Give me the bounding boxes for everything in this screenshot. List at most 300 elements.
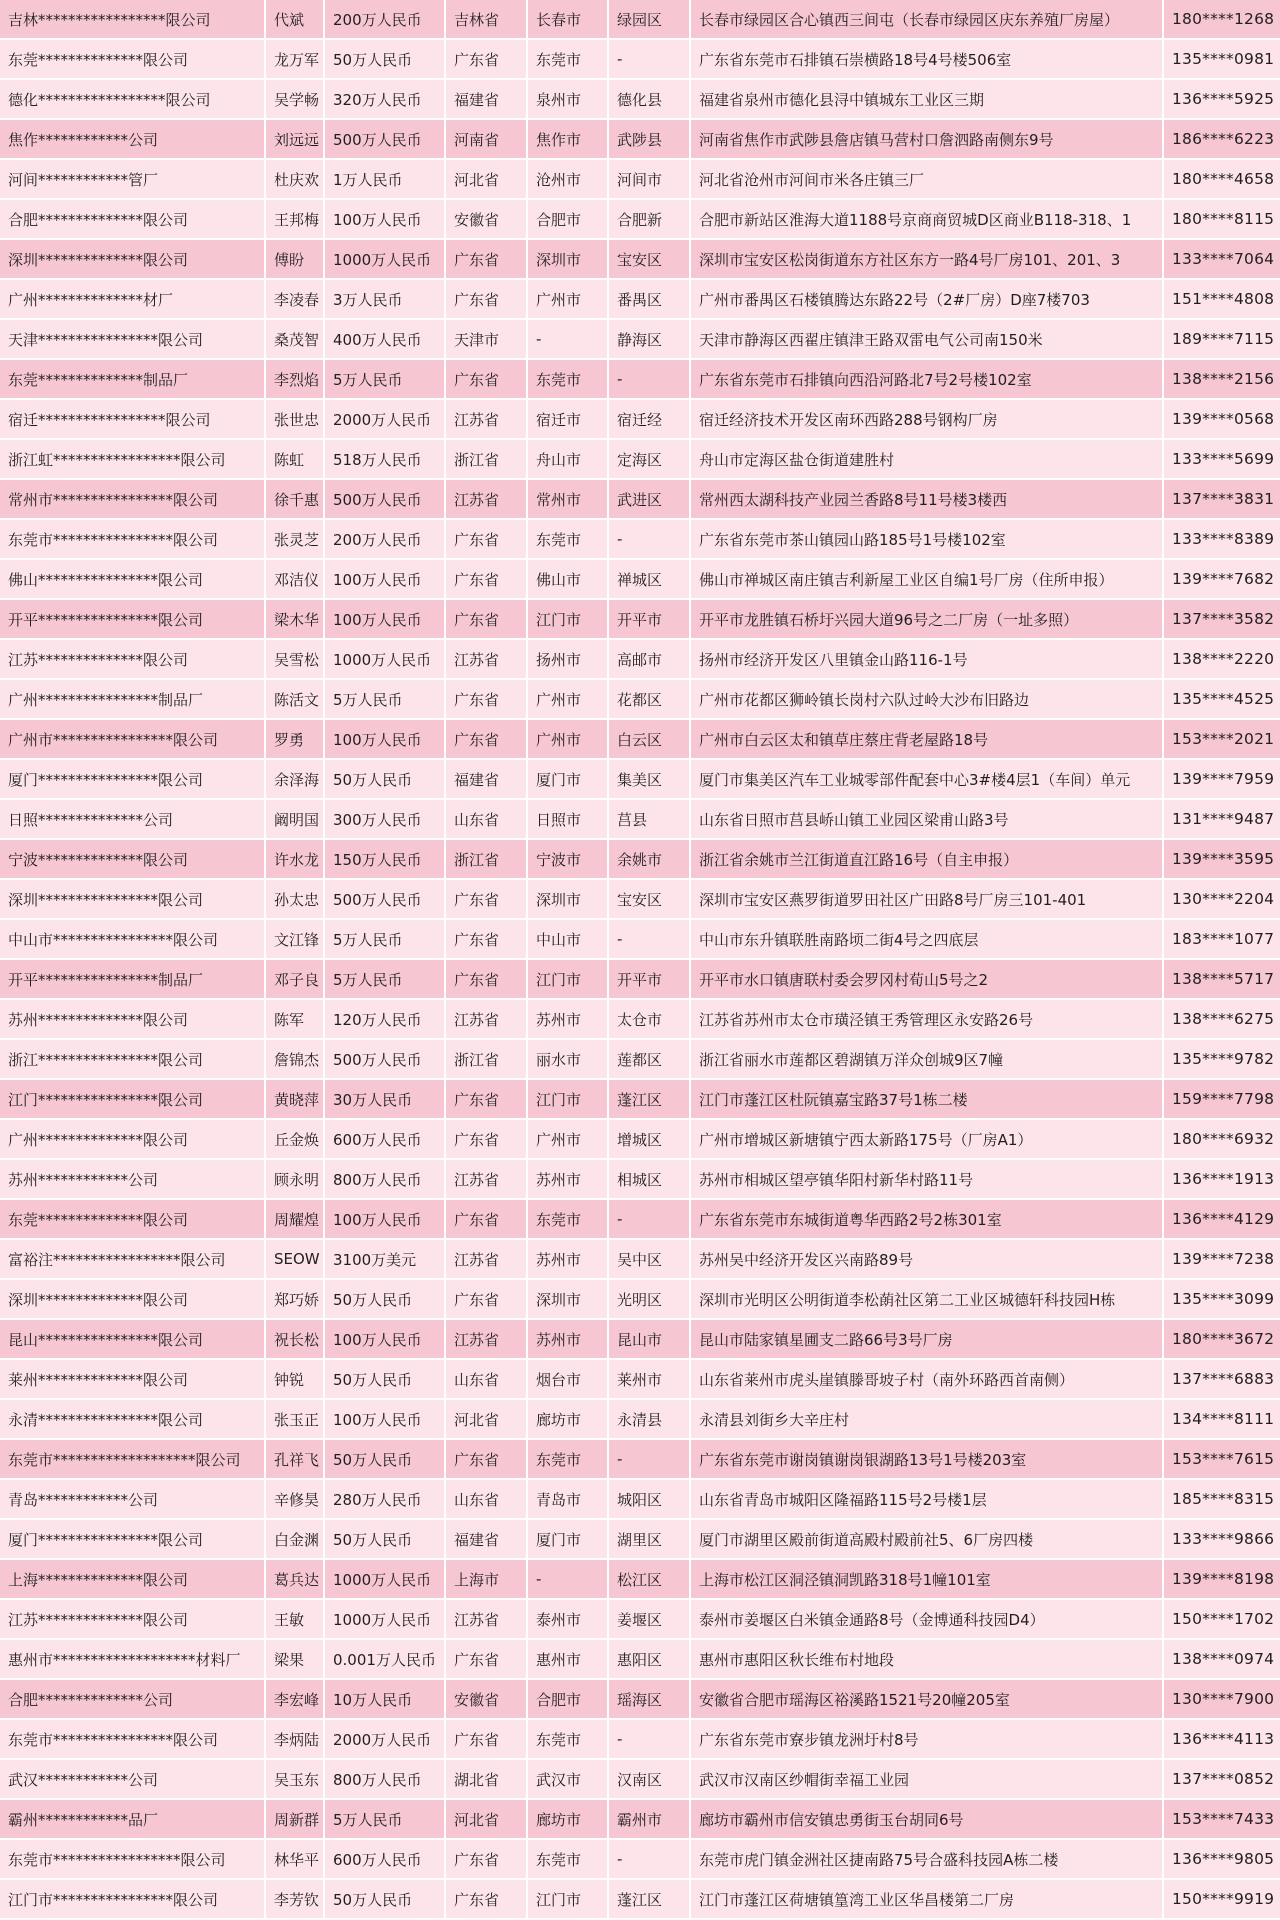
address-cell: 武汉市汉南区纱帽街幸福工业园 — [691, 1760, 1162, 1800]
city-cell: 江门市 — [528, 1880, 607, 1920]
contact-name-cell: 张世忠 — [266, 400, 323, 440]
address-cell: 厦门市湖里区殿前街道高殿村殿前社5、6厂房四楼 — [691, 1520, 1162, 1560]
company-name-cell: 厦门****************限公司 — [0, 1520, 264, 1560]
city-cell: - — [528, 1560, 607, 1600]
registered-capital-cell: 100万人民币 — [325, 1200, 444, 1240]
province-cell: 广东省 — [446, 280, 526, 320]
city-cell: 广州市 — [528, 680, 607, 720]
table-row — [0, 1760, 1280, 1800]
table-row — [0, 880, 1280, 920]
contact-name-cell: 吴玉东 — [266, 1760, 323, 1800]
phone-cell: 137****6883 — [1164, 1360, 1280, 1400]
city-cell: 深圳市 — [528, 240, 607, 280]
table-row — [0, 1800, 1280, 1840]
address-cell: 合肥市新站区淮海大道1188号京商商贸城D区商业B118-318、1 — [691, 200, 1162, 240]
registered-capital-cell: 100万人民币 — [325, 200, 444, 240]
table-row — [0, 1080, 1280, 1120]
phone-cell: 189****7115 — [1164, 320, 1280, 360]
contact-name-cell: 李凌春 — [266, 280, 323, 320]
district-cell: 宿迁经 — [609, 400, 689, 440]
table-row — [0, 840, 1280, 880]
district-cell: 番禺区 — [609, 280, 689, 320]
registered-capital-cell: 50万人民币 — [325, 1440, 444, 1480]
city-cell: 东莞市 — [528, 40, 607, 80]
phone-cell: 151****4808 — [1164, 280, 1280, 320]
phone-cell: 134****8111 — [1164, 1400, 1280, 1440]
table-row — [0, 200, 1280, 240]
district-cell: 莱州市 — [609, 1360, 689, 1400]
province-cell: 广东省 — [446, 240, 526, 280]
phone-cell: 185****8315 — [1164, 1480, 1280, 1520]
phone-cell: 136****5925 — [1164, 80, 1280, 120]
district-cell: 集美区 — [609, 760, 689, 800]
contact-name-cell: 周新群 — [266, 1800, 323, 1840]
phone-cell: 150****9919 — [1164, 1880, 1280, 1920]
contact-name-cell: 黄晓萍 — [266, 1080, 323, 1120]
company-name-cell: 东莞**************限公司 — [0, 1200, 264, 1240]
registered-capital-cell: 200万人民币 — [325, 0, 444, 40]
province-cell: 河北省 — [446, 1800, 526, 1840]
phone-cell: 159****7798 — [1164, 1080, 1280, 1120]
company-name-cell: 惠州市*******************材料厂 — [0, 1640, 264, 1680]
company-name-cell: 苏州**************限公司 — [0, 1000, 264, 1040]
contact-name-cell: 桑茂智 — [266, 320, 323, 360]
phone-cell: 180****8115 — [1164, 200, 1280, 240]
phone-cell: 136****4129 — [1164, 1200, 1280, 1240]
province-cell: 河北省 — [446, 1400, 526, 1440]
address-cell: 福建省泉州市德化县浔中镇城东工业区三期 — [691, 80, 1162, 120]
province-cell: 安徽省 — [446, 200, 526, 240]
address-cell: 开平市水口镇唐联村委会罗冈村荀山5号之2 — [691, 960, 1162, 1000]
contact-name-cell: 辛修昊 — [266, 1480, 323, 1520]
contact-name-cell: 邓洁仪 — [266, 560, 323, 600]
table-row — [0, 120, 1280, 160]
address-cell: 安徽省合肥市瑶海区裕溪路1521号20幢205室 — [691, 1680, 1162, 1720]
address-cell: 宿迁经济技术开发区南环西路288号钢构厂房 — [691, 400, 1162, 440]
registered-capital-cell: 50万人民币 — [325, 1880, 444, 1920]
contact-name-cell: 罗勇 — [266, 720, 323, 760]
province-cell: 广东省 — [446, 1720, 526, 1760]
city-cell: 广州市 — [528, 720, 607, 760]
registered-capital-cell: 120万人民币 — [325, 1000, 444, 1040]
contact-name-cell: 梁果 — [266, 1640, 323, 1680]
province-cell: 湖北省 — [446, 1760, 526, 1800]
registered-capital-cell: 1000万人民币 — [325, 640, 444, 680]
phone-cell: 180****4658 — [1164, 160, 1280, 200]
company-name-cell: 合肥**************限公司 — [0, 200, 264, 240]
district-cell: 禅城区 — [609, 560, 689, 600]
registered-capital-cell: 150万人民币 — [325, 840, 444, 880]
table-row — [0, 240, 1280, 280]
district-cell: 静海区 — [609, 320, 689, 360]
phone-cell: 137****3582 — [1164, 600, 1280, 640]
district-cell: - — [609, 1440, 689, 1480]
city-cell: 东莞市 — [528, 1720, 607, 1760]
company-name-cell: 开平****************限公司 — [0, 600, 264, 640]
company-name-cell: 河间************管厂 — [0, 160, 264, 200]
district-cell: 城阳区 — [609, 1480, 689, 1520]
city-cell: 沧州市 — [528, 160, 607, 200]
province-cell: 广东省 — [446, 600, 526, 640]
district-cell: 德化县 — [609, 80, 689, 120]
district-cell: 宝安区 — [609, 880, 689, 920]
phone-cell: 153****2021 — [1164, 720, 1280, 760]
table-row — [0, 1680, 1280, 1720]
phone-cell: 137****3831 — [1164, 480, 1280, 520]
table-row — [0, 440, 1280, 480]
registered-capital-cell: 500万人民币 — [325, 120, 444, 160]
contact-name-cell: 陈虹 — [266, 440, 323, 480]
registered-capital-cell: 500万人民币 — [325, 880, 444, 920]
province-cell: 广东省 — [446, 920, 526, 960]
registered-capital-cell: 280万人民币 — [325, 1480, 444, 1520]
registered-capital-cell: 5万人民币 — [325, 920, 444, 960]
district-cell: - — [609, 1840, 689, 1880]
district-cell: 昆山市 — [609, 1320, 689, 1360]
province-cell: 浙江省 — [446, 840, 526, 880]
address-cell: 昆山市陆家镇星圃支二路66号3号厂房 — [691, 1320, 1162, 1360]
address-cell: 广州市增城区新塘镇宁西太新路175号（厂房A1） — [691, 1120, 1162, 1160]
contact-name-cell: 文江锋 — [266, 920, 323, 960]
table-row — [0, 1200, 1280, 1240]
province-cell: 江苏省 — [446, 400, 526, 440]
company-name-cell: 富裕注*****************限公司 — [0, 1240, 264, 1280]
contact-name-cell: 詹锦杰 — [266, 1040, 323, 1080]
city-cell: 焦作市 — [528, 120, 607, 160]
phone-cell: 135****4525 — [1164, 680, 1280, 720]
city-cell: 东莞市 — [528, 1840, 607, 1880]
registered-capital-cell: 1000万人民币 — [325, 1560, 444, 1600]
table-row — [0, 360, 1280, 400]
phone-cell: 139****8198 — [1164, 1560, 1280, 1600]
province-cell: 广东省 — [446, 360, 526, 400]
city-cell: 江门市 — [528, 960, 607, 1000]
phone-cell: 153****7615 — [1164, 1440, 1280, 1480]
phone-cell: 133****7064 — [1164, 240, 1280, 280]
province-cell: 江苏省 — [446, 1000, 526, 1040]
company-name-cell: 东莞市****************限公司 — [0, 520, 264, 560]
phone-cell: 135****9782 — [1164, 1040, 1280, 1080]
contact-name-cell: 顾永明 — [266, 1160, 323, 1200]
address-cell: 江苏省苏州市太仓市璜泾镇王秀管理区永安路26号 — [691, 1000, 1162, 1040]
province-cell: 河北省 — [446, 160, 526, 200]
company-name-cell: 合肥**************公司 — [0, 1680, 264, 1720]
district-cell: 宝安区 — [609, 240, 689, 280]
province-cell: 广东省 — [446, 1440, 526, 1480]
district-cell: - — [609, 520, 689, 560]
company-name-cell: 东莞市*****************限公司 — [0, 1840, 264, 1880]
registered-capital-cell: 300万人民币 — [325, 800, 444, 840]
city-cell: 廊坊市 — [528, 1400, 607, 1440]
registered-capital-cell: 600万人民币 — [325, 1840, 444, 1880]
contact-name-cell: 白金渊 — [266, 1520, 323, 1560]
table-row — [0, 1040, 1280, 1080]
district-cell: 莲都区 — [609, 1040, 689, 1080]
address-cell: 深圳市宝安区松岗街道东方社区东方一路4号厂房101、201、3 — [691, 240, 1162, 280]
phone-cell: 135****0981 — [1164, 40, 1280, 80]
table-row — [0, 960, 1280, 1000]
table-row — [0, 800, 1280, 840]
registered-capital-cell: 5万人民币 — [325, 1800, 444, 1840]
province-cell: 广东省 — [446, 1080, 526, 1120]
province-cell: 江苏省 — [446, 640, 526, 680]
table-row — [0, 1880, 1280, 1920]
address-cell: 苏州市相城区望亭镇华阳村新华村路11号 — [691, 1160, 1162, 1200]
contact-name-cell: 祝长松 — [266, 1320, 323, 1360]
company-name-cell: 莱州**************限公司 — [0, 1360, 264, 1400]
table-row — [0, 680, 1280, 720]
registered-capital-cell: 5万人民币 — [325, 680, 444, 720]
registered-capital-cell: 500万人民币 — [325, 1040, 444, 1080]
address-cell: 永清县刘街乡大辛庄村 — [691, 1400, 1162, 1440]
phone-cell: 138****5717 — [1164, 960, 1280, 1000]
table-row — [0, 480, 1280, 520]
phone-cell: 136****4113 — [1164, 1720, 1280, 1760]
address-cell: 廊坊市霸州市信安镇忠勇街玉台胡同6号 — [691, 1800, 1162, 1840]
company-name-cell: 吉林*****************限公司 — [0, 0, 264, 40]
contact-name-cell: 李烈焰 — [266, 360, 323, 400]
contact-name-cell: 刘远远 — [266, 120, 323, 160]
company-name-cell: 东莞**************限公司 — [0, 40, 264, 80]
registered-capital-cell: 100万人民币 — [325, 1320, 444, 1360]
company-name-cell: 深圳****************限公司 — [0, 880, 264, 920]
address-cell: 山东省日照市莒县峤山镇工业园区梁甫山路3号 — [691, 800, 1162, 840]
address-cell: 舟山市定海区盐仓街道建胜村 — [691, 440, 1162, 480]
registered-capital-cell: 3万人民币 — [325, 280, 444, 320]
district-cell: 开平市 — [609, 600, 689, 640]
phone-cell: 130****7900 — [1164, 1680, 1280, 1720]
company-name-cell: 浙江虹*****************限公司 — [0, 440, 264, 480]
phone-cell: 139****0568 — [1164, 400, 1280, 440]
city-cell: 宁波市 — [528, 840, 607, 880]
table-row — [0, 1720, 1280, 1760]
phone-cell: 139****7959 — [1164, 760, 1280, 800]
address-cell: 广东省东莞市寮步镇龙洲圩村8号 — [691, 1720, 1162, 1760]
district-cell: - — [609, 40, 689, 80]
province-cell: 河南省 — [446, 120, 526, 160]
district-cell: 光明区 — [609, 1280, 689, 1320]
district-cell: 姜堰区 — [609, 1600, 689, 1640]
registered-capital-cell: 400万人民币 — [325, 320, 444, 360]
registered-capital-cell: 500万人民币 — [325, 480, 444, 520]
city-cell: 丽水市 — [528, 1040, 607, 1080]
district-cell: - — [609, 360, 689, 400]
registered-capital-cell: 3100万美元 — [325, 1240, 444, 1280]
company-name-cell: 青岛************公司 — [0, 1480, 264, 1520]
contact-name-cell: 余泽海 — [266, 760, 323, 800]
phone-cell: 183****1077 — [1164, 920, 1280, 960]
city-cell: 长春市 — [528, 0, 607, 40]
phone-cell: 133****5699 — [1164, 440, 1280, 480]
phone-cell: 133****9866 — [1164, 1520, 1280, 1560]
province-cell: 广东省 — [446, 1640, 526, 1680]
province-cell: 山东省 — [446, 1480, 526, 1520]
district-cell: 开平市 — [609, 960, 689, 1000]
phone-cell: 136****9805 — [1164, 1840, 1280, 1880]
province-cell: 江苏省 — [446, 480, 526, 520]
address-cell: 浙江省余姚市兰江街道直江路16号（自主申报） — [691, 840, 1162, 880]
phone-cell: 137****0852 — [1164, 1760, 1280, 1800]
city-cell: 厦门市 — [528, 1520, 607, 1560]
province-cell: 上海市 — [446, 1560, 526, 1600]
province-cell: 江苏省 — [446, 1160, 526, 1200]
table-row — [0, 1160, 1280, 1200]
province-cell: 江苏省 — [446, 1600, 526, 1640]
company-name-cell: 广州**************材厂 — [0, 280, 264, 320]
city-cell: 深圳市 — [528, 880, 607, 920]
registered-capital-cell: 100万人民币 — [325, 720, 444, 760]
company-name-cell: 东莞市****************限公司 — [0, 1720, 264, 1760]
company-name-cell: 深圳**************限公司 — [0, 240, 264, 280]
contact-name-cell: 阚明国 — [266, 800, 323, 840]
registered-capital-cell: 1000万人民币 — [325, 240, 444, 280]
company-name-cell: 广州****************制品厂 — [0, 680, 264, 720]
table-row — [0, 920, 1280, 960]
address-cell: 泰州市姜堰区白米镇金通路8号（金博通科技园D4） — [691, 1600, 1162, 1640]
contact-name-cell: 李芳钦 — [266, 1880, 323, 1920]
contact-name-cell: 梁木华 — [266, 600, 323, 640]
registered-capital-cell: 2000万人民币 — [325, 400, 444, 440]
district-cell: 余姚市 — [609, 840, 689, 880]
company-name-cell: 德化*****************限公司 — [0, 80, 264, 120]
table-row — [0, 760, 1280, 800]
contact-name-cell: SEOW — [266, 1240, 323, 1280]
registered-capital-cell: 50万人民币 — [325, 40, 444, 80]
district-cell: 高邮市 — [609, 640, 689, 680]
registered-capital-cell: 200万人民币 — [325, 520, 444, 560]
registered-capital-cell: 320万人民币 — [325, 80, 444, 120]
registered-capital-cell: 800万人民币 — [325, 1160, 444, 1200]
table-row — [0, 1600, 1280, 1640]
table-row — [0, 640, 1280, 680]
phone-cell: 133****8389 — [1164, 520, 1280, 560]
company-name-cell: 中山市****************限公司 — [0, 920, 264, 960]
address-cell: 广州市花都区狮岭镇长岗村六队过岭大沙布旧路边 — [691, 680, 1162, 720]
city-cell: 江门市 — [528, 1080, 607, 1120]
city-cell: 江门市 — [528, 600, 607, 640]
company-name-cell: 武汉************公司 — [0, 1760, 264, 1800]
table-row — [0, 320, 1280, 360]
registered-capital-cell: 1000万人民币 — [325, 1600, 444, 1640]
province-cell: 福建省 — [446, 760, 526, 800]
phone-cell: 180****3672 — [1164, 1320, 1280, 1360]
province-cell: 广东省 — [446, 1200, 526, 1240]
table-row — [0, 1840, 1280, 1880]
table-row — [0, 1000, 1280, 1040]
district-cell: 花都区 — [609, 680, 689, 720]
province-cell: 广东省 — [446, 1880, 526, 1920]
table-row — [0, 0, 1280, 40]
contact-name-cell: 周耀煌 — [266, 1200, 323, 1240]
city-cell: 广州市 — [528, 1120, 607, 1160]
table-row — [0, 1120, 1280, 1160]
address-cell: 河南省焦作市武陟县詹店镇马营村口詹泗路南侧东9号 — [691, 120, 1162, 160]
phone-cell: 139****7238 — [1164, 1240, 1280, 1280]
company-name-cell: 上海**************限公司 — [0, 1560, 264, 1600]
company-name-cell: 江门市****************限公司 — [0, 1880, 264, 1920]
contact-name-cell: 葛兵达 — [266, 1560, 323, 1600]
city-cell: 苏州市 — [528, 1240, 607, 1280]
address-cell: 广州市番禺区石楼镇腾达东路22号（2#厂房）D座7楼703 — [691, 280, 1162, 320]
province-cell: 山东省 — [446, 1360, 526, 1400]
phone-cell: 180****1268 — [1164, 0, 1280, 40]
address-cell: 广东省东莞市茶山镇园山路185号1号楼102室 — [691, 520, 1162, 560]
city-cell: 烟台市 — [528, 1360, 607, 1400]
district-cell: 合肥新 — [609, 200, 689, 240]
contact-name-cell: 陈活文 — [266, 680, 323, 720]
registered-capital-cell: 50万人民币 — [325, 1280, 444, 1320]
district-cell: 汉南区 — [609, 1760, 689, 1800]
company-name-cell: 昆山****************限公司 — [0, 1320, 264, 1360]
province-cell: 吉林省 — [446, 0, 526, 40]
district-cell: 相城区 — [609, 1160, 689, 1200]
city-cell: 苏州市 — [528, 1160, 607, 1200]
province-cell: 广东省 — [446, 560, 526, 600]
province-cell: 浙江省 — [446, 1040, 526, 1080]
registered-capital-cell: 600万人民币 — [325, 1120, 444, 1160]
table-row — [0, 1520, 1280, 1560]
district-cell: 永清县 — [609, 1400, 689, 1440]
address-cell: 苏州吴中经济开发区兴南路89号 — [691, 1240, 1162, 1280]
province-cell: 浙江省 — [446, 440, 526, 480]
address-cell: 长春市绿园区合心镇西三间屯（长春市绿园区庆东养殖厂房屋） — [691, 0, 1162, 40]
table-row — [0, 160, 1280, 200]
phone-cell: 136****1913 — [1164, 1160, 1280, 1200]
district-cell: 松江区 — [609, 1560, 689, 1600]
phone-cell: 135****3099 — [1164, 1280, 1280, 1320]
district-cell: - — [609, 920, 689, 960]
city-cell: 宿迁市 — [528, 400, 607, 440]
district-cell: 武进区 — [609, 480, 689, 520]
company-name-cell: 霸州************品厂 — [0, 1800, 264, 1840]
registered-capital-cell: 800万人民币 — [325, 1760, 444, 1800]
city-cell: 深圳市 — [528, 1280, 607, 1320]
district-cell: 霸州市 — [609, 1800, 689, 1840]
district-cell: 瑶海区 — [609, 1680, 689, 1720]
city-cell: 合肥市 — [528, 1680, 607, 1720]
address-cell: 常州西太湖科技产业园兰香路8号11号楼3楼西 — [691, 480, 1162, 520]
province-cell: 广东省 — [446, 1120, 526, 1160]
address-cell: 广州市白云区太和镇草庄蔡庄背老屋路18号 — [691, 720, 1162, 760]
table-row — [0, 520, 1280, 560]
city-cell: 惠州市 — [528, 1640, 607, 1680]
city-cell: 中山市 — [528, 920, 607, 960]
contact-name-cell: 王邦梅 — [266, 200, 323, 240]
district-cell: 蓬江区 — [609, 1080, 689, 1120]
province-cell: 广东省 — [446, 1280, 526, 1320]
contact-name-cell: 孔祥飞 — [266, 1440, 323, 1480]
contact-name-cell: 代斌 — [266, 0, 323, 40]
phone-cell: 138****2156 — [1164, 360, 1280, 400]
city-cell: 广州市 — [528, 280, 607, 320]
city-cell: 日照市 — [528, 800, 607, 840]
address-cell: 东莞市虎门镇金洲社区捷南路75号合盛科技园A栋二楼 — [691, 1840, 1162, 1880]
city-cell: 苏州市 — [528, 1320, 607, 1360]
company-name-cell: 天津****************限公司 — [0, 320, 264, 360]
province-cell: 福建省 — [446, 80, 526, 120]
company-name-cell: 开平****************制品厂 — [0, 960, 264, 1000]
contact-name-cell: 王敏 — [266, 1600, 323, 1640]
address-cell: 佛山市禅城区南庄镇吉利新屋工业区自编1号厂房（住所申报） — [691, 560, 1162, 600]
province-cell: 广东省 — [446, 680, 526, 720]
table-row — [0, 1320, 1280, 1360]
phone-cell: 180****6932 — [1164, 1120, 1280, 1160]
district-cell: 绿园区 — [609, 0, 689, 40]
table-row — [0, 560, 1280, 600]
contact-name-cell: 许水龙 — [266, 840, 323, 880]
registered-capital-cell: 50万人民币 — [325, 1520, 444, 1560]
company-name-cell: 宿迁*****************限公司 — [0, 400, 264, 440]
